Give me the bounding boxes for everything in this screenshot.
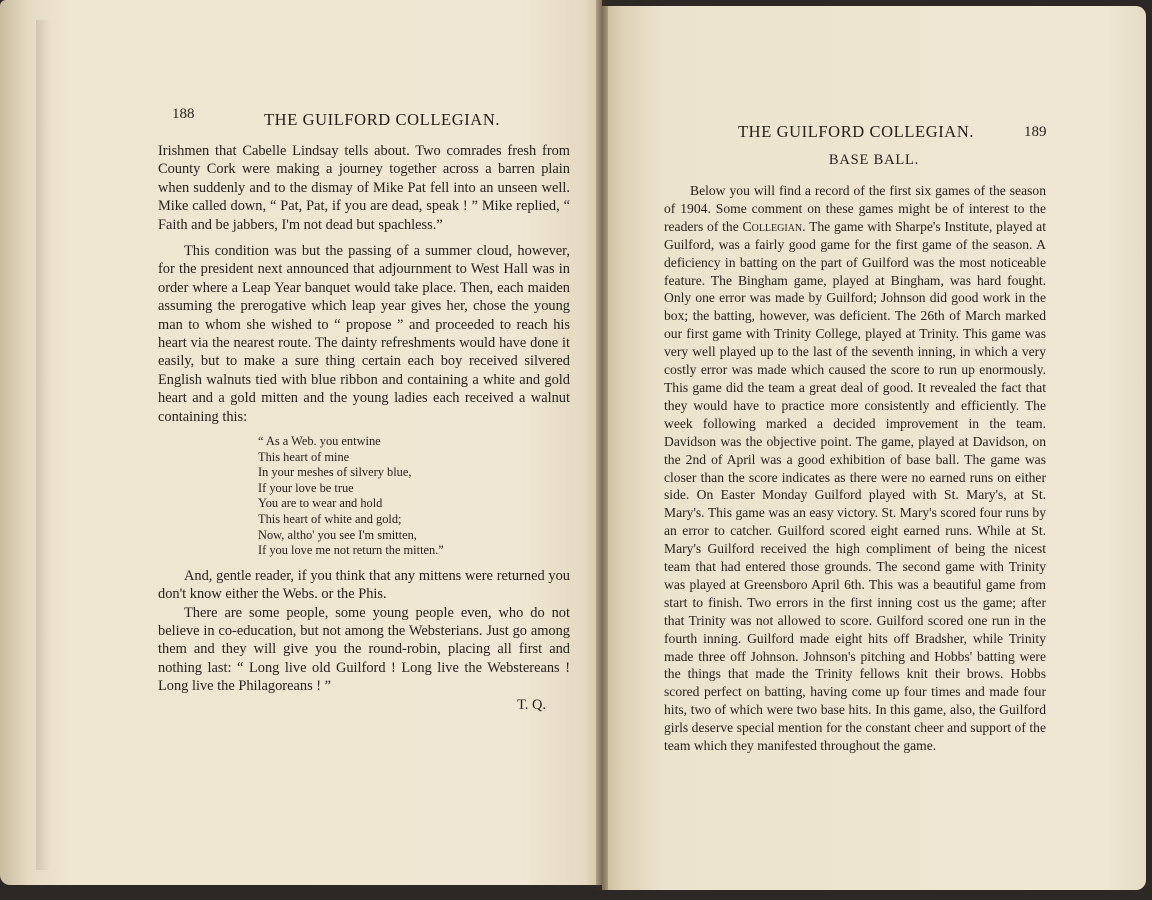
paragraph: And, gentle reader, if you think that any mittens were returned you don't know either the Webs. or the Phis.	[158, 567, 570, 603]
right-page	[602, 6, 1146, 890]
page-number-left: 188	[172, 106, 195, 122]
text-span: Below you will find a record of the first six games of the season of 1904. Some comment on these games might be of interest to the readers of the	[664, 183, 1046, 234]
paragraph	[664, 182, 1046, 755]
paragraph: There are some people, some young people even, who do not believe in co-education, but not among the Websterians. Just go among them and they will give you the round-robin, placing all first and nothing last: “ Long live old Guilford ! Long live the Webstereans ! Long live the Philagoreans ! ”	[158, 604, 570, 695]
page-number-right: 189	[1024, 124, 1047, 140]
paragraph: Irishmen that Cabelle Lindsay tells about. Two comrades fresh from County Cork were making a journey together across a barren plain when suddenly and to the dismay of Mike Pat fell into an unseen well. Mike called down, “ Pat, Pat, if you are dead, speak ! ” Mike replied, “ Faith and be jabbers, I'm not dead but spachless.”	[158, 143, 570, 233]
signature: T. Q.	[517, 696, 546, 713]
book-gutter	[596, 0, 608, 890]
poem-line: “ As a Web. you entwine	[258, 434, 381, 449]
right-page-text	[664, 182, 1046, 755]
poem-line: You are to wear and hold	[258, 496, 383, 511]
page-edge-shadow	[36, 20, 50, 870]
running-head-left: THE GUILFORD COLLEGIAN.	[264, 110, 501, 129]
poem-line: If your love be true	[258, 480, 354, 495]
poem-line: If you love me not return the mitten.”	[258, 543, 444, 558]
text-span: . The game with Sharpe's Institute, played at Guilford, was a fairly good game for the first game of the season. A deficiency in batting on the part of Guilford was the most noticeable feature. The Bingham game, played at Bingham, was hard fought. Only one error was made by Guilford; Johnson did good work in the box; the batting, however, was deficient. The 26th of March marked our first game with Trinity College, played at Trinity. This game was very well played up to the last of the seventh inning, in which a very costly error was made which caused the score to run up enormously. This game did the team a great deal of good. It revealed the fact that they would have to practice more consistently and efficiently. The week following marked a decided improvement in the team. Davidson was the objective point. The game, played at Davidson, on the 2nd of April was a good exhibition of base ball. The game was closer than the score indicates as there were no earned runs on either side. On Easter Monday Guilford played with St. Mary's, at St. Mary's. This game was an easy victory. St. Mary's scored four runs by an error to catcher. Guilford scored eight earned runs. While at St. Mary's Guilford received the high compliment of being the nicest team that had entered those grounds. The second game with Trinity was played at Greensboro April 6th. This was a beautiful game from start to finish. Two errors in the first inning cost us the game; after that Trinity was not allowed to score. Guilford scored one run in the fourth inning. Guilford made eight hits off Bradsher, while Trinity made three off Johnson. Johnson's pitching and Hobbs' batting were the things that made the Trinity fellows knit their brows. Hobbs scored perfect on batting, having come up four times and made four hits, two of which were two base hits. In this game, also, the Guilford girls deserve special mention for the constant cheer and support of the team which they manifested throughout the game.	[664, 218, 1046, 754]
paragraph: This condition was but the passing of a summer cloud, however, for the president next announced that adjournment to West Hall was in order where a Leap Year banquet would take place. Then, each maiden assuming the prerogative which leap year gives her, chose the young man to whom she wished to “ propose ” and proceeded to reach his heart via the nearest route. The dainty refreshments would have done it easily, but to make a sure thing certain each boy received silvered English walnuts tied with blue ribbon and containing a white and gold heart and a gold mitten and the young ladies each received a walnut containing this:	[158, 243, 570, 425]
running-head-right: THE GUILFORD COLLEGIAN.	[738, 122, 975, 141]
poem-line: This heart of mine	[258, 449, 350, 464]
left-page-text	[158, 142, 570, 714]
poem-line: Now, altho' you see I'm smitten,	[258, 527, 417, 542]
poem	[258, 434, 570, 559]
section-title: BASE BALL.	[828, 152, 920, 168]
collegian-name: Collegian	[742, 218, 803, 234]
poem-line: In your meshes of silvery blue,	[258, 465, 412, 480]
poem-line: This heart of white and gold;	[258, 512, 402, 527]
